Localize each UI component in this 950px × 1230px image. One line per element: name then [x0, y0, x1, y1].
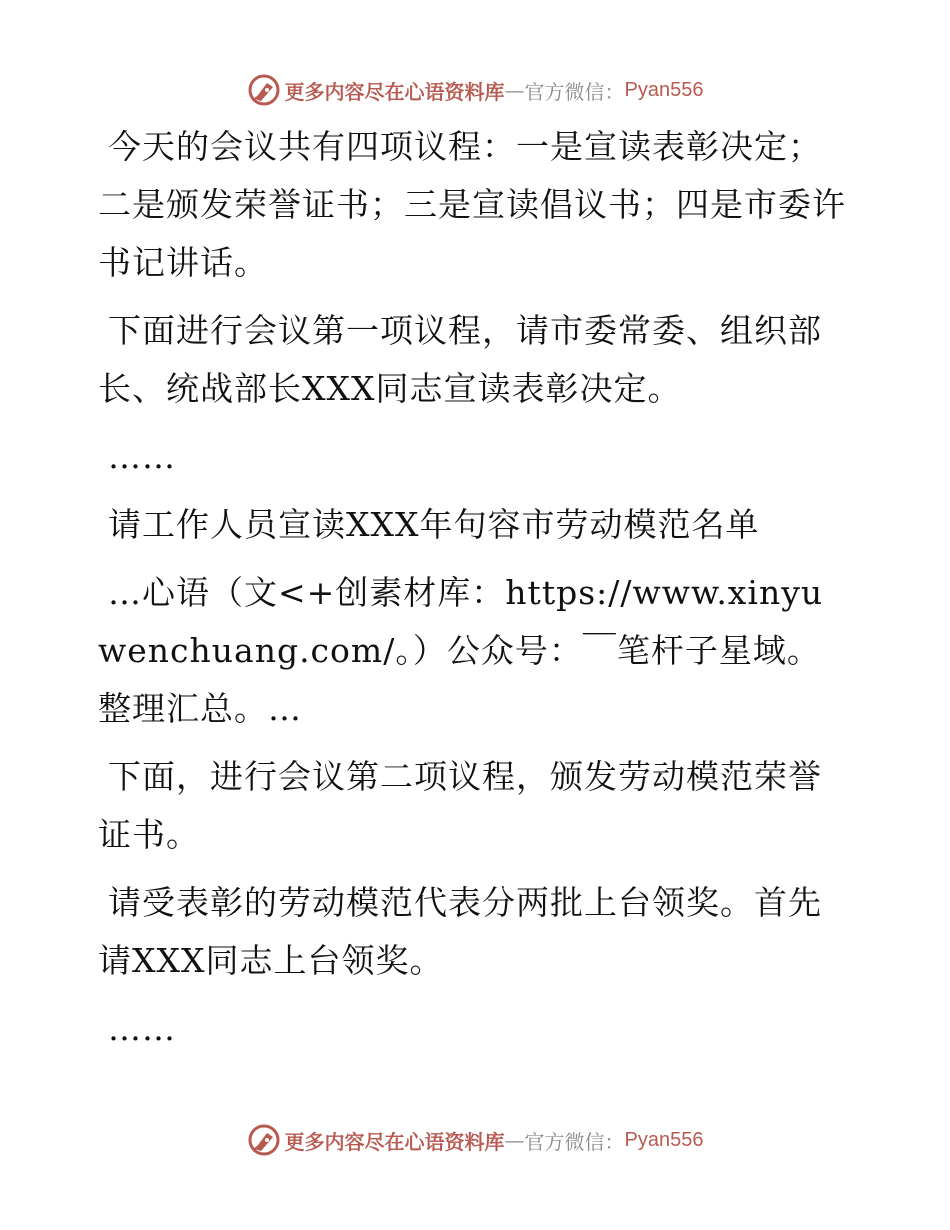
paragraph-first-item: 下面进行会议第一项议程，请市委常委、组织部长、统战部长XXX同志宣读表彰决定。: [98, 311, 822, 408]
paragraph-award-call: 请受表彰的劳动模范代表分两批上台领奖。首先请XXX同志上台领奖。: [98, 883, 822, 980]
footer-brand-text: 更多内容尽在心语资料库: [284, 1129, 505, 1154]
paragraph-ellipsis-1: ……: [108, 437, 176, 476]
header-dash: —: [504, 78, 525, 102]
pen-nib-logo-icon: [247, 1123, 281, 1157]
paragraph-source-note: …心语（文<+创素材库：https://www.xinyuwenchuang.com/。）公众号：￣笔杆子星域。整理汇总。…: [98, 573, 824, 728]
footer-dash: —: [504, 1128, 525, 1152]
header-official-label: 官方微信：: [524, 79, 625, 104]
paragraph-ellipsis-2: ……: [108, 1009, 176, 1048]
footer-official-label: 官方微信：: [524, 1129, 625, 1154]
footer-banner: [0, 1120, 950, 1160]
header-banner: [0, 70, 950, 110]
paragraph-agenda: 今天的会议共有四项议程：一是宣读表彰决定；二是颁发荣誉证书；三是宣读倡议书；四是市委许书记讲话。: [98, 127, 846, 282]
paragraph-name-list: 请工作人员宣读XXX年句容市劳动模范名单: [108, 505, 760, 544]
paragraph-second-item: 下面，进行会议第二项议程，颁发劳动模范荣誉证书。: [98, 757, 822, 854]
header-brand-text: 更多内容尽在心语资料库: [284, 79, 505, 104]
document-body: [98, 118, 850, 1068]
header-account-id: Pyan556: [624, 78, 704, 101]
pen-nib-logo-icon: [247, 73, 281, 107]
footer-account-id: Pyan556: [624, 1128, 704, 1151]
